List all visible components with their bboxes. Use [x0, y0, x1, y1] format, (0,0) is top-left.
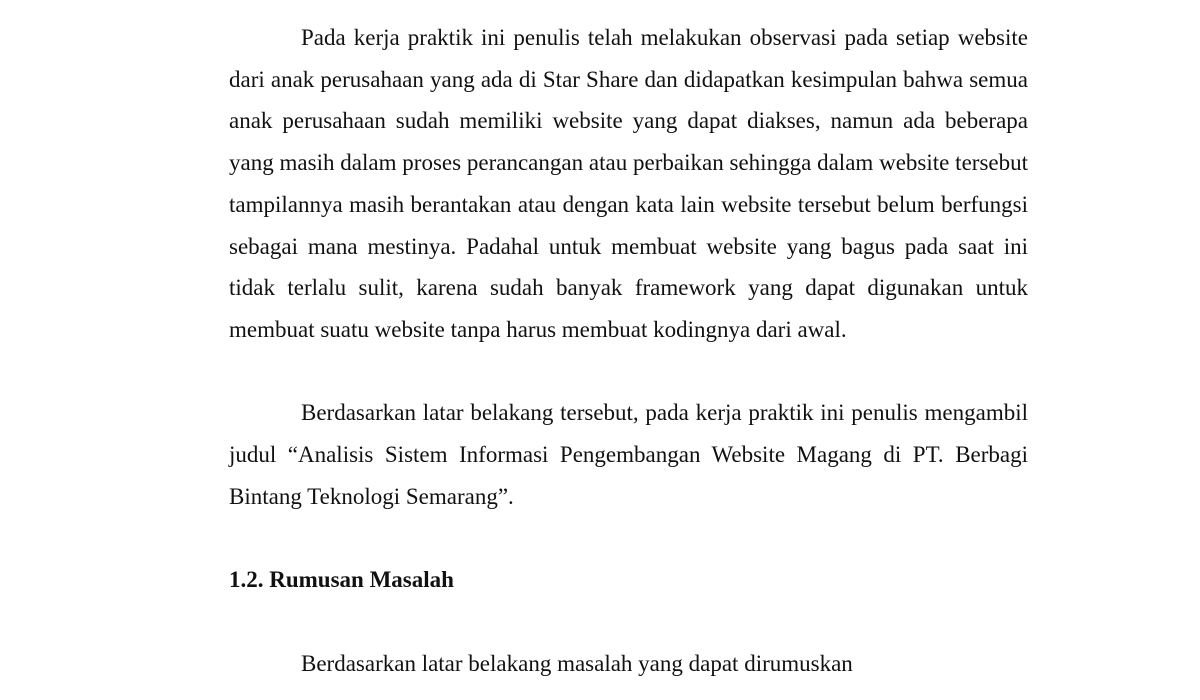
- paragraph-problem-statement: Berdasarkan latar belakang masalah yang dapat dirumuskan: [301, 650, 853, 676]
- paragraph-title-selection: Berdasarkan latar belakang tersebut, pada kerja praktik ini penulis mengambil judul “Analisis Sistem Informasi Pengembangan Website Magang di PT. Berbagi Bintang Teknologi Semarang”.: [229, 400, 1028, 509]
- document-body: [229, 17, 1028, 684]
- paragraph-observation: Pada kerja praktik ini penulis telah melakukan observasi pada setiap website dari anak perusahaan yang ada di Star Share dan didapatkan kesimpulan bahwa semua anak perusahaan sudah memiliki website yang dapat diakses, namun ada beberapa yang masih dalam proses perancangan atau perbaikan sehingga dalam website tersebut tampilannya masih berantakan atau dengan kata lain website tersebut belum berfungsi sebagai mana mestinya. Padahal untuk membuat website yang bagus pada saat ini tidak terlalu sulit, karena sudah banyak framework yang dapat digunakan untuk membuat suatu website tanpa harus membuat kodingnya dari awal.: [229, 25, 1028, 342]
- section-heading-rumusan-masalah: 1.2. Rumusan Masalah: [229, 567, 454, 593]
